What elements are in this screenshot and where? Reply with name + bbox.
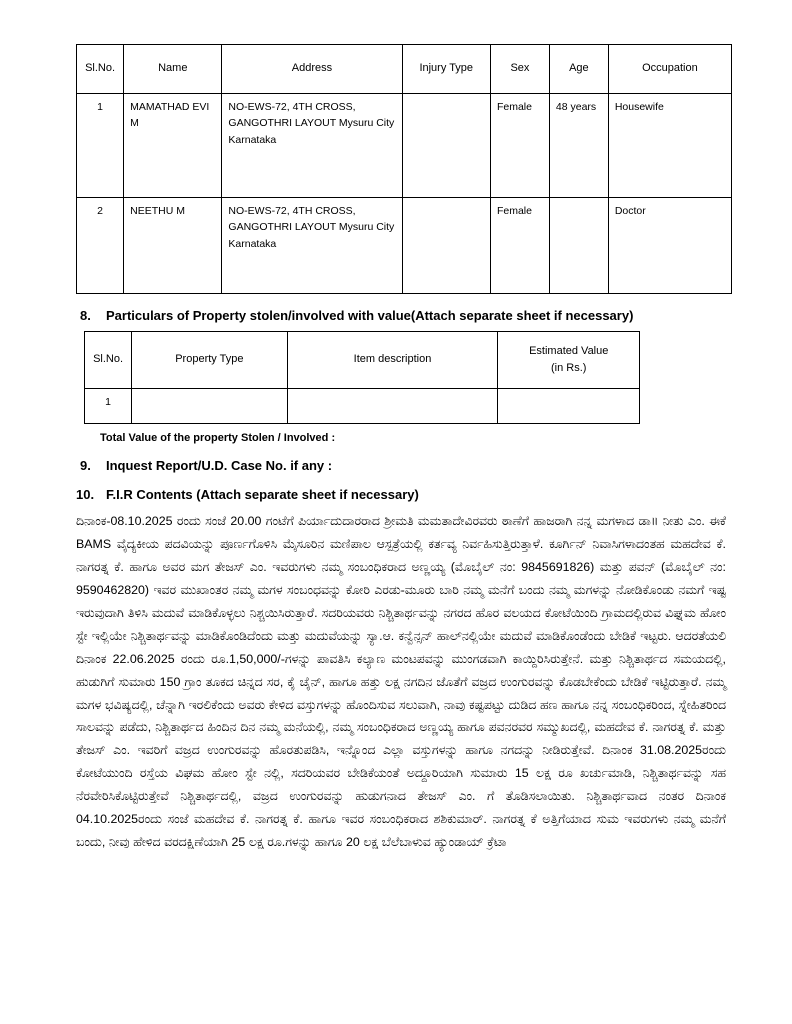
fir-contents-paragraph: ದಿನಾಂಕ-08.10.2025 ರಂದು ಸಂಜೆ 20.00 ಗಂಟೆಗೆ ಪಿರ್ಯಾದುದಾರರಾದ ಶ್ರೀಮತಿ ಮಮತಾದೇವಿರವರು ಠಾಣೆಗೆ ಹಾಜರಾಗಿ ನನ್ನ ಮಗಳಾದ ಡಾ॥ ನೀತು ಎಂ. ಈಕೆ BAMS ವೈದ್ಯಕೀಯ ಪದವಿಯನ್ನು ಪೂರ್ಣಗೊಳಿಸಿ ಮೈಸೂರಿನ ಮಣಿಪಾಲ ಆಸ್ಪತ್ರೆಯಲ್ಲಿ ಕರ್ತವ್ಯ ನಿರ್ವಹಿಸುತ್ತಿರುತ್ತಾಳೆ. ಕೂರ್ಗಿನ್ ನಿವಾಸಿಗಳಾದಂತಹ ಮಹದೇವ ಕೆ. ನಾಗರತ್ನ ಕೆ. ಹಾಗೂ ಅವರ ಮಗ ತೇಜಸ್ ಎಂ. ಇವರುಗಳು ನಮ್ಮ ಸಂಬಂಧಿಕರಾದ ಅಣ್ಣಯ್ಯ (ಮೊಬೈಲ್ ನಂ: 9845691826) ಮತ್ತು ಪವನ್ (ಮೊಬೈಲ್ ನಂ: 9590462820) ಇವರ ಮುಖಾಂತರ ನಮ್ಮ ಮಗಳ ಸಂಬಂಧವನ್ನು ಕೋರಿ ಎರಡು-ಮೂರು ಬಾರಿ ನಮ್ಮ ಮನೆಗೆ ಬಂದು ನಮ್ಮ ಮಗಳನ್ನು ನೋಡಿಕೊಂಡು ನಮಗೆ ಇಷ್ಟ ಇರುವುದಾಗಿ ತಿಳಿಸಿ ಮದುವೆ ಮಾಡಿಕೊಳ್ಳಲು ನಿಶ್ಚಯಿಸಿರುತ್ತಾರೆ. ಸದರಿಯವರು ನಿಶ್ಚಿತಾರ್ಥವನ್ನು ನಗರದ ಹೊರ ವಲಯದ ಕೋಟೆಯಿಂದಿ ಗ್ರಾಮದಲ್ಲಿರುವ ವಿಘ್ನಮ ಹೋಂ ಸ್ಟೇ ಇಲ್ಲಿಯೇ ನಿಶ್ಚಿತಾರ್ಥವನ್ನು ಮಾಡಿಕೊಂಡಿದೆಂದು ಮತ್ತು ಮದುವೆಯನ್ನು ಸ್ಯಾ.ಆ. ಕನ್ವೆನ್ಸನ್ ಹಾಲ್‌ನಲ್ಲಿಯೇ ಮದುವೆ ಮಾಡಿಕೊಂಡೆಂದು ಬೇಡಿಕೆ ಇಟ್ಟರು. ಆದರತೆಯಲಿ ದಿನಾಂಕ 22.06.2025 ರಂದು ರೂ.1,50,000/-ಗಳನ್ನು ಪಾವತಿಸಿ ಕಲ್ಯಾಣ ಮಂಟಪವನ್ನು ಮುಂಗಡವಾಗಿ ಕಾಯ್ದಿರಿಸಿರುತ್ತೇನೆ. ಮತ್ತು ನಿಶ್ಚಿತಾರ್ಥದ ಸಮಯದಲ್ಲಿ, ಹುಡುಗಿಗೆ ಸುಮಾರು 150 ಗ್ರಾಂ ತೂಕದ ಚಿನ್ನದ ಸರ, ಕೈ ಚೈನ್, ಹಾಗೂ ಹತ್ತು ಲಕ್ಷ ನಗದಿನ ಜೊತೆಗೆ ವಜ್ರದ ಉಂಗುರವನ್ನು ಕೊಡಬೇಕೆಂದು ಬೇಡಿಕೆ ಇಟ್ಟಿರುತ್ತಾರೆ. ನಮ್ಮ ಮಗಳ ಭವಿಷ್ಯದಲ್ಲಿ, ಚೆನ್ನಾಗಿ ಇರಲಿಕೆಂದು ಅವರು ಕೇಳಿದ ವಸ್ತುಗಳನ್ನು ಹೊಂದಿಸುವ ಸಲುವಾಗಿ, ನಾವು ಕಷ್ಟಪಟ್ಟು ದುಡಿದ ಹಣ ಹಾಗೂ ನನ್ನ ಸಂಬಂಧಿಕರಿಂದ, ಸ್ನೇಹಿತರಿಂದ ಸಾಲವನ್ನು ಪಡೆದು, ನಿಶ್ಚಿತಾರ್ಥದ ಹಿಂದಿನ ದಿನ ನಮ್ಮ ಮನೆಯಲ್ಲಿ, ನಮ್ಮ ಸಂಬಂಧಿಕರಾದ ಅಣ್ಣಯ್ಯ ಹಾಗೂ ಪವನರವರ ಸಮ್ಮುಖದಲ್ಲಿ, ಮಹದೇವ ಕೆ. ನಾಗರತ್ನ ಕೆ. ಮತ್ತು ತೇಜಸ್ ಎಂ. ಇವರಿಗೆ ವಜ್ರದ ಉಂಗುರವನ್ನು ಹೊರತುಪಡಿಸಿ, ಇನ್ನೊಂದ ಎಲ್ಲಾ ವಸ್ತುಗಳನ್ನು ಹಾಗೂ ನಗದನ್ನು ನೀಡಿರುತ್ತೇವೆ. ದಿನಾಂಕ 31.08.2025ರಂದು ಕೋಟೆಯುಂದಿ ರಸ್ತೆಯ ವಿಘಮ ಹೋಂ ಸ್ಟೇ ನಲ್ಲಿ, ಸದರಿಯವರ ಬೇಡಿಕೆಯಂತೆ ಅದ್ದೂರಿಯಾಗಿ ಸುಮಾರು 15 ಲಕ್ಷ ರೂ ಖರ್ಚುಮಾಡಿ, ನಿಶ್ಚಿತಾರ್ಥವನ್ನು ಸಹ ನೆರವೇರಿಸಿಕೊಟ್ಟಿರುತ್ತೇವೆ ನಿಶ್ಚಿತಾರ್ಥದಲ್ಲಿ, ವಜ್ರದ ಉಂಗುರವನ್ನು ಹುಡುಗನಾದ ತೇಜಸ್ ಎಂ. ಗೆ ತೊಡಿಸಲಾಯಿತು. ನಿಶ್ಚಿತಾರ್ಥವಾದ ನಂತರ ದಿನಾಂಕ 04.10.2025ರಂದು ಸಂಜೆ ಮಹದೇವ ಕೆ. ನಾಗರತ್ನ ಕೆ. ಹಾಗೂ ಇವರ ಸಂಬಂಧಿಕರಾದ ಶಶಿಕುಮಾರ್. ನಾಗರತ್ನ ಕೆ ಅತ್ತಿಗೆಯಾದ ಸುಮ ಇವರುಗಳು ನಮ್ಮ ಮನೆಗೆ ಬಂದು, ನೀವು ಹೇಳಿದ ವರದಕ್ಷಿಣೆಯಾಗಿ 25 ಲಕ್ಷ ರೂ.ಗಳನ್ನು ಹಾಗೂ 20 ಲಕ್ಷ ಬೆಲೆಬಾಳುವ ಹ್ಯುಂಡಾಯ್ ಕ್ರೆಟಾ <box>76 514 726 850</box>
section-8-number: 8. <box>80 308 91 323</box>
injured-persons-table <box>76 44 732 294</box>
section-8-heading <box>76 308 732 323</box>
section-9-title: Inquest Report/U.D. Case No. if any : <box>106 458 333 473</box>
col-occupation: Occupation <box>608 45 731 94</box>
table-header-row <box>85 332 640 389</box>
cell-property-type <box>132 389 287 424</box>
property-table-wrapper <box>76 331 732 444</box>
section-8-title: Particulars of Property stolen/involved with value(Attach separate sheet if necessary) <box>106 308 634 323</box>
cell-sex: Female <box>490 198 549 294</box>
cell-address: NO-EWS-72, 4TH CROSS, GANGOTHRI LAYOUT Mysuru City Karnataka <box>222 198 402 294</box>
cell-name: NEETHU M <box>124 198 222 294</box>
property-table <box>84 331 640 424</box>
section-10-number: 10. <box>76 487 95 502</box>
cell-sl-no: 1 <box>85 389 132 424</box>
section-9-number: 9. <box>80 458 91 473</box>
col-property-type: Property Type <box>132 332 287 389</box>
col-age: Age <box>549 45 608 94</box>
cell-age: 48 years <box>549 94 608 198</box>
cell-sex: Female <box>490 94 549 198</box>
col-sl-no: Sl.No. <box>77 45 124 94</box>
col-item-description: Item description <box>287 332 498 389</box>
table-row <box>77 198 732 294</box>
total-value-label: Total Value of the property Stolen / Involved : <box>100 432 336 444</box>
table-row <box>77 94 732 198</box>
section-10-heading <box>76 487 732 502</box>
section-9-heading <box>76 458 732 473</box>
estimated-value-label: Estimated Value <box>529 344 609 357</box>
cell-address: NO-EWS-72, 4TH CROSS, GANGOTHRI LAYOUT Mysuru City Karnataka <box>222 94 402 198</box>
col-address: Address <box>222 45 402 94</box>
cell-sl-no: 1 <box>77 94 124 198</box>
cell-injury-type <box>402 94 490 198</box>
cell-injury-type <box>402 198 490 294</box>
estimated-value-unit: (in Rs.) <box>551 362 587 374</box>
section-10-title: F.I.R Contents (Attach separate sheet if necessary) <box>106 487 419 502</box>
cell-estimated-value <box>498 389 640 424</box>
cell-item-description <box>287 389 498 424</box>
col-estimated-value <box>498 332 640 389</box>
col-injury-type: Injury Type <box>402 45 490 94</box>
fir-contents-body <box>76 510 732 854</box>
col-name: Name <box>124 45 222 94</box>
col-sl-no: Sl.No. <box>85 332 132 389</box>
cell-sl-no: 2 <box>77 198 124 294</box>
cell-name: MAMATHAD EVI M <box>124 94 222 198</box>
cell-age <box>549 198 608 294</box>
table-row <box>85 389 640 424</box>
col-sex: Sex <box>490 45 549 94</box>
cell-occupation: Housewife <box>608 94 731 198</box>
cell-occupation: Doctor <box>608 198 731 294</box>
table-header-row <box>77 45 732 94</box>
